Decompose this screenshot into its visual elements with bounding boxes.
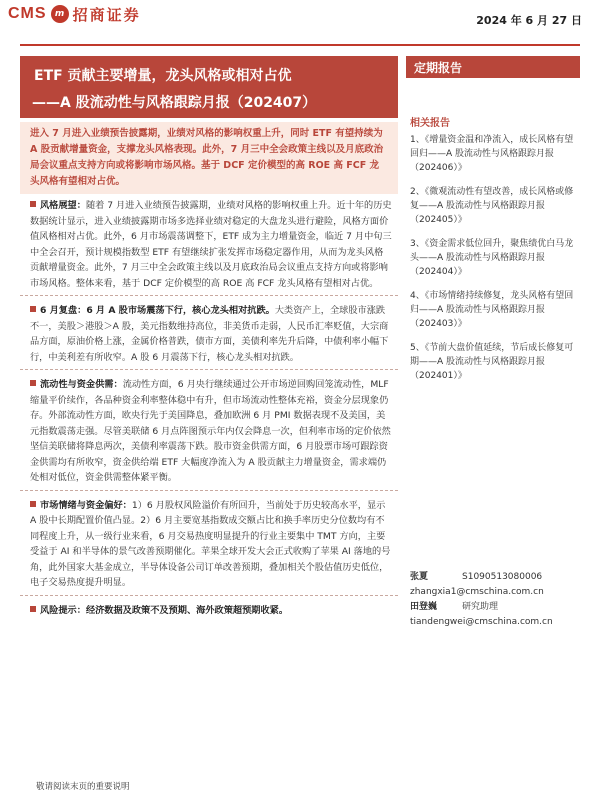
title-main: ETF 贡献主要增量，龙头风格或相对占优 <box>34 68 292 84</box>
bullet-square-icon <box>30 306 36 312</box>
related-report-item[interactable]: 4、《市场情绪持续修复，龙头风格有望回归——A 股流动性与风格跟踪月报（202403）》 <box>410 291 574 329</box>
related-heading: 相关报告 <box>410 118 450 129</box>
logo-text: CMS <box>8 5 47 22</box>
bullet-lead: 经济数据及政策不及预期、海外政策超预期收紧。 <box>85 604 289 616</box>
bullet-label: 风险提示： <box>40 604 86 616</box>
bullet-outlook <box>20 196 398 296</box>
related-reports <box>410 114 580 393</box>
bullet-label: 风格展望： <box>40 200 86 211</box>
report-date: 2024 年 6 月 27 日 <box>476 14 582 27</box>
bullet-risk <box>20 601 398 623</box>
footer-note: 敬请阅读末页的重要说明 <box>36 782 130 792</box>
bullet-square-icon <box>30 606 36 612</box>
summary-box: 进入 7 月进入业绩预告披露期，业绩对风格的影响权重上升，同时 ETF 有望持续为 A 股贡献增量资金，支撑龙头风格表现。此外，7 月三中全会政策主线以及月底政治局会议重点支持方向或将影响市场风格。基于 DCF 定价模型的高 ROE 高 FCF 龙头风格有望相对占优。 <box>20 122 398 194</box>
analyst-name: 田登巍 <box>410 602 438 612</box>
related-report-item[interactable]: 5、《节前大盘价值延续，节后成长修复可期——A 股流动性与风格跟踪月报（202401）》 <box>410 343 574 381</box>
header-divider <box>20 44 580 46</box>
bullet-list <box>20 196 398 627</box>
bullet-label: 6 月复盘： <box>40 305 87 316</box>
analyst-role: 研究助理 <box>462 602 499 612</box>
bullet-square-icon <box>30 201 36 207</box>
bullet-lead: 6 月 A 股市场震荡下行，核心龙头相对抗跌。 <box>86 305 275 316</box>
bullet-square-icon <box>30 501 36 507</box>
analyst-info <box>410 570 580 630</box>
brand-name: 招商证券 <box>72 5 141 24</box>
analyst-cert: S1090513080006 <box>462 572 543 582</box>
title-banner <box>20 56 398 118</box>
analyst-row <box>410 600 580 615</box>
header <box>0 0 600 44</box>
related-report-item[interactable]: 1、《增量资金温和净流入，成长风格有望回归——A 股流动性与风格跟踪月报（202406）》 <box>410 135 574 173</box>
bullet-text: 流动性方面，6 月央行继续通过公开市场逆回购回笼流动性，MLF 缩量平价续作，各品种资金利率整体稳中有升，但市场流动性整体充裕，资金分层现象仍存。外部流动性方面，欧央行先于美国降息，叠加欧洲 6 月 PMI 数据表现不及美国，美元指数震荡走强。尽管美联储 6 月点阵图预示年内仅会降息一次，但利率市场的定价依然坚信美联储将降息两次，美债利率震荡下跌。股市资金供需方面，6 月股票市场可跟踪资金供需均有所收窄，资金供给端 ETF 大幅度净流入为 A 股贡献主力增量资金，需求端仍处相对低位，资金供需整体紧平衡。 <box>30 379 391 483</box>
bullet-text: 大类资产上，全球股市涨跌不一，美股＞港股＞A 股，美元指数维持高位，非美货币走弱，人民币汇率贬值，大宗商品方面，原油价格上涨，金属价格普跌，债市方面，美债利率先升后降，中债利率小幅下行，中美利差有所收窄。A 股 6 月震荡下行，核心龙头相对抗跌。 <box>30 305 389 363</box>
bullet-sentiment <box>20 496 398 596</box>
report-type-tag <box>406 56 580 78</box>
logo-badge-icon: m <box>51 5 69 23</box>
analyst-name: 张夏 <box>410 572 429 582</box>
bullet-review <box>20 301 398 370</box>
bullet-label: 流动性与资金供需： <box>40 379 123 390</box>
analyst-email[interactable]: tiandengwei@cmschina.com.cn <box>410 617 553 627</box>
analyst-email[interactable]: zhangxia1@cmschina.com.cn <box>410 587 544 597</box>
analyst-row <box>410 570 580 585</box>
related-report-item[interactable]: 2、《微观流动性有望改善，成长风格或修复——A 股流动性与风格跟踪月报（202405）》 <box>410 187 574 225</box>
report-type-label: 定期报告 <box>414 61 463 75</box>
bullet-text: 1）6 月股权风险溢价有所回升，当前处于历史较高水平，显示 A 股中长期配置价值凸显。2）6 月主要宽基指数成交额占比和换手率历史分位数均有不同程度上升，从一级行业来看，6 月交易热度明显提升的行业主要集中 TMT 方向，主要受益于 AI 和半导体的景气改善预期催化。苹果全球开发大会正式收购了苹果 AI 落地的号角，此外国家大基金成立，半导体设备公司订单改善预期，叠加相关个股估值历史低位，电子交易热度提升明显。 <box>30 499 391 588</box>
bullet-text: 随着 7 月进入业绩预告披露期，业绩对风格的影响权重上升。近十年的历史数据统计显示，进入业绩披露期市场多选择业绩对稳定的大盘龙头进行避险，风格方面价值风格相对占优。此外，6 月市场震荡调整下，ETF 成为主力增量资金，临近 7 月中旬三中全会召开，预计规模指数型 ETF 有望继续扩张发挥市场稳定器作用，从而为龙头风格贡献增量资金。此外，7 月三中全会政策主线以及月底政治局会议重点支持方向或将影响市场风格。整体来看，基于 DCF 定价模型的高 ROE 高 FCF 龙头风格有望相对占优。 <box>30 200 392 289</box>
related-report-item[interactable]: 3、《资金需求低位回升，聚焦绩优白马龙头——A 股流动性与风格跟踪月报（202404）》 <box>410 239 574 277</box>
bullet-liquidity <box>20 375 398 491</box>
brand-logo[interactable] <box>8 2 141 26</box>
bullet-label: 市场情绪与资金偏好： <box>40 499 132 511</box>
title-sub: ——A 股流动性与风格跟踪月报（202407） <box>32 95 317 111</box>
bullet-square-icon <box>30 380 36 386</box>
